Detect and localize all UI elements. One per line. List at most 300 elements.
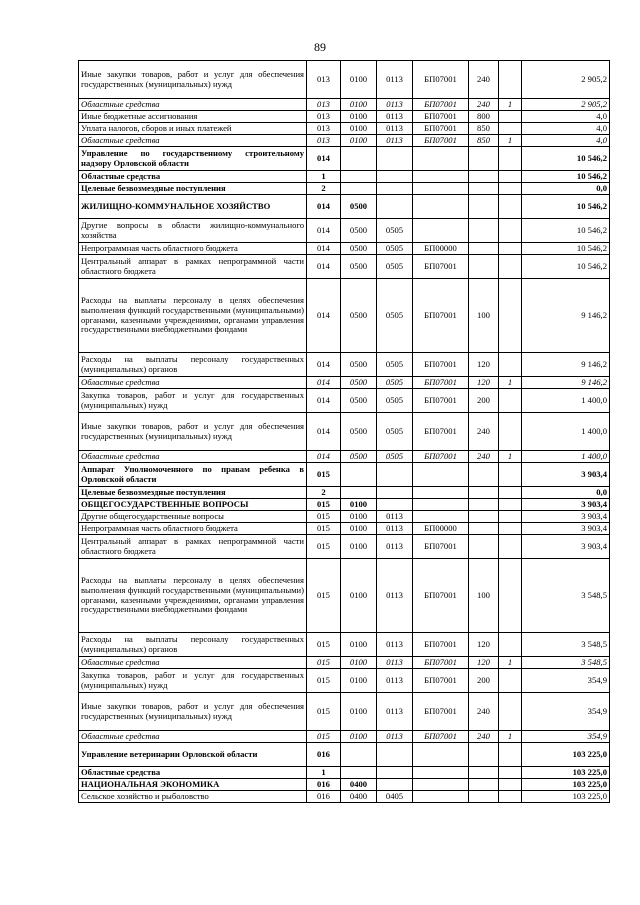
row-target-code-cell	[413, 791, 469, 803]
budget-table	[78, 60, 610, 803]
row-name-cell: Областные средства	[79, 99, 307, 111]
row-expense-type-cell	[469, 767, 499, 779]
row-org-code-cell: 015	[307, 633, 341, 657]
row-amount-cell: 10 546,2	[522, 171, 610, 183]
row-expense-type-cell: 100	[469, 559, 499, 633]
row-expense-type-cell: 850	[469, 123, 499, 135]
row-name-cell: Областные средства	[79, 377, 307, 389]
table-row	[79, 195, 610, 219]
row-fund-source-cell	[499, 779, 522, 791]
row-target-code-cell	[413, 779, 469, 791]
row-fund-source-cell	[499, 535, 522, 559]
row-expense-type-cell: 120	[469, 657, 499, 669]
row-target-code-cell: БП07001	[413, 279, 469, 353]
row-section-cell: 0500	[341, 353, 377, 377]
row-target-code-cell: БП00000	[413, 243, 469, 255]
row-expense-type-cell	[469, 535, 499, 559]
row-fund-source-cell	[499, 353, 522, 377]
row-target-code-cell: БП07001	[413, 731, 469, 743]
row-fund-source-cell	[499, 559, 522, 633]
row-org-code-cell: 015	[307, 657, 341, 669]
table-row	[79, 693, 610, 731]
row-fund-source-cell: 1	[499, 135, 522, 147]
table-row	[79, 183, 610, 195]
table-row	[79, 353, 610, 377]
row-section-cell: 0100	[341, 559, 377, 633]
row-subsection-cell: 0113	[377, 123, 413, 135]
row-fund-source-cell	[499, 693, 522, 731]
row-expense-type-cell	[469, 511, 499, 523]
row-org-code-cell: 014	[307, 243, 341, 255]
row-amount-cell: 10 546,2	[522, 219, 610, 243]
row-section-cell: 0100	[341, 693, 377, 731]
row-expense-type-cell: 240	[469, 413, 499, 451]
table-row	[79, 791, 610, 803]
row-org-code-cell: 015	[307, 693, 341, 731]
row-section-cell: 0500	[341, 219, 377, 243]
row-section-cell	[341, 487, 377, 499]
table-row	[79, 255, 610, 279]
row-section-cell: 0100	[341, 731, 377, 743]
row-expense-type-cell: 200	[469, 389, 499, 413]
row-expense-type-cell	[469, 779, 499, 791]
row-section-cell: 0500	[341, 413, 377, 451]
row-fund-source-cell	[499, 279, 522, 353]
row-target-code-cell	[413, 195, 469, 219]
row-name-cell: Сельское хозяйство и рыболовство	[79, 791, 307, 803]
row-name-cell: Управление по государственному строительному надзору Орловской области	[79, 147, 307, 171]
row-name-cell: Областные средства	[79, 657, 307, 669]
row-target-code-cell	[413, 183, 469, 195]
row-expense-type-cell	[469, 171, 499, 183]
row-section-cell: 0100	[341, 499, 377, 511]
row-org-code-cell: 1	[307, 171, 341, 183]
row-expense-type-cell: 850	[469, 135, 499, 147]
row-subsection-cell	[377, 743, 413, 767]
row-amount-cell: 103 225,0	[522, 743, 610, 767]
row-expense-type-cell: 120	[469, 377, 499, 389]
table-row	[79, 535, 610, 559]
row-expense-type-cell: 240	[469, 61, 499, 99]
row-org-code-cell: 014	[307, 389, 341, 413]
row-expense-type-cell	[469, 219, 499, 243]
page-number: 89	[314, 40, 326, 54]
row-subsection-cell: 0113	[377, 669, 413, 693]
table-row	[79, 487, 610, 499]
row-amount-cell: 354,9	[522, 731, 610, 743]
row-section-cell: 0500	[341, 377, 377, 389]
row-fund-source-cell: 1	[499, 451, 522, 463]
row-target-code-cell	[413, 219, 469, 243]
row-amount-cell: 354,9	[522, 669, 610, 693]
row-fund-source-cell	[499, 195, 522, 219]
row-name-cell: Закупка товаров, работ и услуг для государственных (муниципальных) нужд	[79, 389, 307, 413]
row-section-cell	[341, 463, 377, 487]
row-amount-cell: 10 546,2	[522, 195, 610, 219]
row-target-code-cell: БП07001	[413, 669, 469, 693]
row-org-code-cell: 013	[307, 99, 341, 111]
table-row	[79, 779, 610, 791]
row-target-code-cell	[413, 487, 469, 499]
row-subsection-cell	[377, 195, 413, 219]
row-org-code-cell: 013	[307, 123, 341, 135]
row-subsection-cell: 0113	[377, 111, 413, 123]
row-target-code-cell: БП07001	[413, 99, 469, 111]
table-row	[79, 377, 610, 389]
row-amount-cell: 4,0	[522, 111, 610, 123]
row-expense-type-cell: 800	[469, 111, 499, 123]
table-row	[79, 511, 610, 523]
row-amount-cell: 2 905,2	[522, 61, 610, 99]
row-name-cell: Иные закупки товаров, работ и услуг для обеспечения государственных (муниципальных) нужд	[79, 413, 307, 451]
row-amount-cell: 3 548,5	[522, 633, 610, 657]
row-target-code-cell	[413, 463, 469, 487]
row-fund-source-cell	[499, 183, 522, 195]
row-target-code-cell	[413, 171, 469, 183]
row-expense-type-cell	[469, 243, 499, 255]
table-row	[79, 463, 610, 487]
row-section-cell	[341, 183, 377, 195]
row-org-code-cell: 014	[307, 451, 341, 463]
row-section-cell: 0500	[341, 195, 377, 219]
row-section-cell: 0100	[341, 535, 377, 559]
row-section-cell: 0400	[341, 791, 377, 803]
row-target-code-cell: БП00000	[413, 523, 469, 535]
row-name-cell: Иные закупки товаров, работ и услуг для обеспечения государственных (муниципальных) нужд	[79, 693, 307, 731]
row-target-code-cell	[413, 743, 469, 767]
row-subsection-cell: 0113	[377, 693, 413, 731]
row-org-code-cell: 015	[307, 731, 341, 743]
table-row	[79, 219, 610, 243]
row-org-code-cell: 016	[307, 743, 341, 767]
row-name-cell: Непрограммная часть областного бюджета	[79, 523, 307, 535]
row-amount-cell: 10 546,2	[522, 147, 610, 171]
row-org-code-cell: 2	[307, 487, 341, 499]
row-org-code-cell: 015	[307, 499, 341, 511]
table-row	[79, 743, 610, 767]
row-section-cell	[341, 767, 377, 779]
table-row	[79, 279, 610, 353]
row-amount-cell: 0,0	[522, 487, 610, 499]
row-expense-type-cell	[469, 523, 499, 535]
row-amount-cell: 9 146,2	[522, 377, 610, 389]
row-target-code-cell: БП07001	[413, 633, 469, 657]
row-subsection-cell	[377, 499, 413, 511]
row-fund-source-cell	[499, 511, 522, 523]
row-amount-cell: 1 400,0	[522, 389, 610, 413]
row-subsection-cell	[377, 487, 413, 499]
row-target-code-cell	[413, 767, 469, 779]
row-name-cell: Иные закупки товаров, работ и услуг для обеспечения государственных (муниципальных) нужд	[79, 61, 307, 99]
row-target-code-cell	[413, 147, 469, 171]
row-section-cell: 0100	[341, 657, 377, 669]
row-subsection-cell: 0505	[377, 413, 413, 451]
table-row	[79, 451, 610, 463]
row-expense-type-cell	[469, 463, 499, 487]
table-row	[79, 669, 610, 693]
row-amount-cell: 3 903,4	[522, 535, 610, 559]
row-name-cell: Областные средства	[79, 135, 307, 147]
row-org-code-cell: 013	[307, 111, 341, 123]
row-subsection-cell: 0505	[377, 279, 413, 353]
row-expense-type-cell: 120	[469, 633, 499, 657]
row-name-cell: Центральный аппарат в рамках непрограммной части областного бюджета	[79, 535, 307, 559]
row-amount-cell: 103 225,0	[522, 791, 610, 803]
row-subsection-cell: 0113	[377, 559, 413, 633]
row-subsection-cell: 0113	[377, 135, 413, 147]
row-section-cell: 0100	[341, 523, 377, 535]
row-subsection-cell: 0113	[377, 535, 413, 559]
row-org-code-cell: 016	[307, 791, 341, 803]
row-expense-type-cell: 120	[469, 353, 499, 377]
row-target-code-cell: БП07001	[413, 657, 469, 669]
row-amount-cell: 0,0	[522, 183, 610, 195]
row-name-cell: Областные средства	[79, 731, 307, 743]
row-amount-cell: 3 903,4	[522, 523, 610, 535]
row-name-cell: Аппарат Уполномоченного по правам ребенка в Орловской области	[79, 463, 307, 487]
row-expense-type-cell	[469, 743, 499, 767]
row-org-code-cell: 014	[307, 377, 341, 389]
row-section-cell: 0500	[341, 279, 377, 353]
row-subsection-cell: 0113	[377, 61, 413, 99]
row-fund-source-cell	[499, 669, 522, 693]
row-amount-cell: 3 903,4	[522, 499, 610, 511]
row-section-cell: 0500	[341, 255, 377, 279]
row-name-cell: Управление ветеринарии Орловской области	[79, 743, 307, 767]
row-target-code-cell: БП07001	[413, 451, 469, 463]
row-section-cell: 0100	[341, 61, 377, 99]
table-row	[79, 111, 610, 123]
row-amount-cell: 1 400,0	[522, 451, 610, 463]
row-name-cell: Расходы на выплаты персоналу государственных (муниципальных) органов	[79, 353, 307, 377]
row-section-cell	[341, 171, 377, 183]
table-row	[79, 123, 610, 135]
row-org-code-cell: 015	[307, 669, 341, 693]
row-expense-type-cell: 240	[469, 99, 499, 111]
row-name-cell: Целевые безвозмездные поступления	[79, 183, 307, 195]
row-org-code-cell: 014	[307, 279, 341, 353]
row-name-cell: Областные средства	[79, 451, 307, 463]
row-fund-source-cell	[499, 171, 522, 183]
row-name-cell: Другие вопросы в области жилищно-коммунального хозяйства	[79, 219, 307, 243]
row-name-cell: Расходы на выплаты персоналу в целях обеспечения выполнения функций государственными (муниципальными) органами, казенными учреждениями, органами управления государственными внебюджетными фондами	[79, 279, 307, 353]
table-row	[79, 99, 610, 111]
row-fund-source-cell	[499, 61, 522, 99]
row-subsection-cell: 0113	[377, 633, 413, 657]
row-section-cell: 0500	[341, 243, 377, 255]
row-expense-type-cell: 240	[469, 731, 499, 743]
row-org-code-cell: 013	[307, 61, 341, 99]
row-expense-type-cell	[469, 255, 499, 279]
row-section-cell	[341, 147, 377, 171]
row-amount-cell: 9 146,2	[522, 279, 610, 353]
row-section-cell: 0500	[341, 451, 377, 463]
row-section-cell: 0400	[341, 779, 377, 791]
row-subsection-cell: 0113	[377, 523, 413, 535]
table-row	[79, 243, 610, 255]
table-row	[79, 413, 610, 451]
row-org-code-cell: 2	[307, 183, 341, 195]
row-subsection-cell: 0505	[377, 255, 413, 279]
row-section-cell: 0100	[341, 135, 377, 147]
row-fund-source-cell	[499, 791, 522, 803]
row-name-cell: Непрограммная часть областного бюджета	[79, 243, 307, 255]
row-org-code-cell: 016	[307, 779, 341, 791]
row-fund-source-cell	[499, 123, 522, 135]
table-row	[79, 61, 610, 99]
row-fund-source-cell	[499, 767, 522, 779]
row-amount-cell: 10 546,2	[522, 255, 610, 279]
row-subsection-cell: 0505	[377, 243, 413, 255]
row-org-code-cell: 015	[307, 559, 341, 633]
row-subsection-cell: 0113	[377, 731, 413, 743]
row-name-cell: Расходы на выплаты персоналу государственных (муниципальных) органов	[79, 633, 307, 657]
row-amount-cell: 9 146,2	[522, 353, 610, 377]
row-org-code-cell: 014	[307, 219, 341, 243]
row-section-cell: 0500	[341, 389, 377, 413]
row-fund-source-cell: 1	[499, 657, 522, 669]
row-org-code-cell: 1	[307, 767, 341, 779]
row-amount-cell: 4,0	[522, 135, 610, 147]
table-row	[79, 657, 610, 669]
row-org-code-cell: 014	[307, 413, 341, 451]
row-fund-source-cell	[499, 413, 522, 451]
table-row	[79, 171, 610, 183]
row-expense-type-cell	[469, 487, 499, 499]
row-amount-cell: 354,9	[522, 693, 610, 731]
budget-table-body	[79, 61, 610, 803]
row-subsection-cell	[377, 147, 413, 171]
row-name-cell: Расходы на выплаты персоналу в целях обеспечения выполнения функций государственными (муниципальными) органами, казенными учреждениями, органами управления государственными внебюджетными фондами	[79, 559, 307, 633]
row-target-code-cell: БП07001	[413, 413, 469, 451]
row-fund-source-cell: 1	[499, 99, 522, 111]
row-amount-cell: 10 546,2	[522, 243, 610, 255]
row-target-code-cell: БП07001	[413, 389, 469, 413]
row-section-cell	[341, 743, 377, 767]
row-name-cell: НАЦИОНАЛЬНАЯ ЭКОНОМИКА	[79, 779, 307, 791]
row-target-code-cell	[413, 499, 469, 511]
table-row	[79, 767, 610, 779]
row-subsection-cell	[377, 767, 413, 779]
row-target-code-cell	[413, 511, 469, 523]
row-name-cell: Целевые безвозмездные поступления	[79, 487, 307, 499]
row-fund-source-cell	[499, 487, 522, 499]
row-expense-type-cell	[469, 195, 499, 219]
row-expense-type-cell: 200	[469, 669, 499, 693]
row-fund-source-cell	[499, 463, 522, 487]
row-fund-source-cell	[499, 743, 522, 767]
table-row	[79, 633, 610, 657]
row-name-cell: ОБЩЕГОСУДАРСТВЕННЫЕ ВОПРОСЫ	[79, 499, 307, 511]
row-expense-type-cell	[469, 791, 499, 803]
row-fund-source-cell: 1	[499, 731, 522, 743]
row-expense-type-cell: 240	[469, 693, 499, 731]
row-expense-type-cell: 240	[469, 451, 499, 463]
row-name-cell: Закупка товаров, работ и услуг для государственных (муниципальных) нужд	[79, 669, 307, 693]
row-expense-type-cell: 100	[469, 279, 499, 353]
row-name-cell: ЖИЛИЩНО-КОММУНАЛЬНОЕ ХОЗЯЙСТВО	[79, 195, 307, 219]
row-amount-cell: 3 903,4	[522, 511, 610, 523]
row-fund-source-cell	[499, 243, 522, 255]
row-subsection-cell: 0505	[377, 389, 413, 413]
row-org-code-cell: 014	[307, 353, 341, 377]
row-fund-source-cell	[499, 219, 522, 243]
table-row	[79, 559, 610, 633]
row-org-code-cell: 015	[307, 511, 341, 523]
row-subsection-cell: 0113	[377, 99, 413, 111]
row-amount-cell: 103 225,0	[522, 779, 610, 791]
row-fund-source-cell	[499, 633, 522, 657]
row-subsection-cell	[377, 171, 413, 183]
row-amount-cell: 3 903,4	[522, 463, 610, 487]
table-row	[79, 135, 610, 147]
row-subsection-cell: 0505	[377, 353, 413, 377]
row-subsection-cell	[377, 183, 413, 195]
table-row	[79, 523, 610, 535]
row-amount-cell: 3 548,5	[522, 559, 610, 633]
row-target-code-cell: БП07001	[413, 535, 469, 559]
row-target-code-cell: БП07001	[413, 61, 469, 99]
row-target-code-cell: БП07001	[413, 377, 469, 389]
row-org-code-cell: 013	[307, 135, 341, 147]
row-section-cell: 0100	[341, 111, 377, 123]
row-subsection-cell: 0505	[377, 451, 413, 463]
row-fund-source-cell: 1	[499, 377, 522, 389]
row-subsection-cell: 0113	[377, 657, 413, 669]
row-target-code-cell: БП07001	[413, 255, 469, 279]
table-row	[79, 731, 610, 743]
row-target-code-cell: БП07001	[413, 135, 469, 147]
row-fund-source-cell	[499, 499, 522, 511]
row-target-code-cell: БП07001	[413, 111, 469, 123]
row-fund-source-cell	[499, 523, 522, 535]
row-fund-source-cell	[499, 389, 522, 413]
row-org-code-cell: 015	[307, 535, 341, 559]
row-section-cell: 0100	[341, 669, 377, 693]
row-subsection-cell: 0113	[377, 511, 413, 523]
row-expense-type-cell	[469, 499, 499, 511]
row-target-code-cell: БП07001	[413, 559, 469, 633]
row-fund-source-cell	[499, 111, 522, 123]
row-fund-source-cell	[499, 147, 522, 171]
row-subsection-cell: 0505	[377, 377, 413, 389]
row-subsection-cell	[377, 779, 413, 791]
row-amount-cell: 3 548,5	[522, 657, 610, 669]
row-expense-type-cell	[469, 147, 499, 171]
row-org-code-cell: 015	[307, 523, 341, 535]
row-name-cell: Уплата налогов, сборов и иных платежей	[79, 123, 307, 135]
row-name-cell: Областные средства	[79, 767, 307, 779]
row-expense-type-cell	[469, 183, 499, 195]
row-amount-cell: 103 225,0	[522, 767, 610, 779]
row-amount-cell: 1 400,0	[522, 413, 610, 451]
row-target-code-cell: БП07001	[413, 693, 469, 731]
row-section-cell: 0100	[341, 123, 377, 135]
row-org-code-cell: 014	[307, 147, 341, 171]
row-org-code-cell: 014	[307, 195, 341, 219]
table-row	[79, 389, 610, 413]
table-row	[79, 499, 610, 511]
row-target-code-cell: БП07001	[413, 353, 469, 377]
row-fund-source-cell	[499, 255, 522, 279]
row-name-cell: Иные бюджетные ассигнования	[79, 111, 307, 123]
row-subsection-cell: 0505	[377, 219, 413, 243]
row-section-cell: 0100	[341, 511, 377, 523]
row-section-cell: 0100	[341, 633, 377, 657]
row-name-cell: Центральный аппарат в рамках непрограммной части областного бюджета	[79, 255, 307, 279]
row-section-cell: 0100	[341, 99, 377, 111]
row-target-code-cell: БП07001	[413, 123, 469, 135]
